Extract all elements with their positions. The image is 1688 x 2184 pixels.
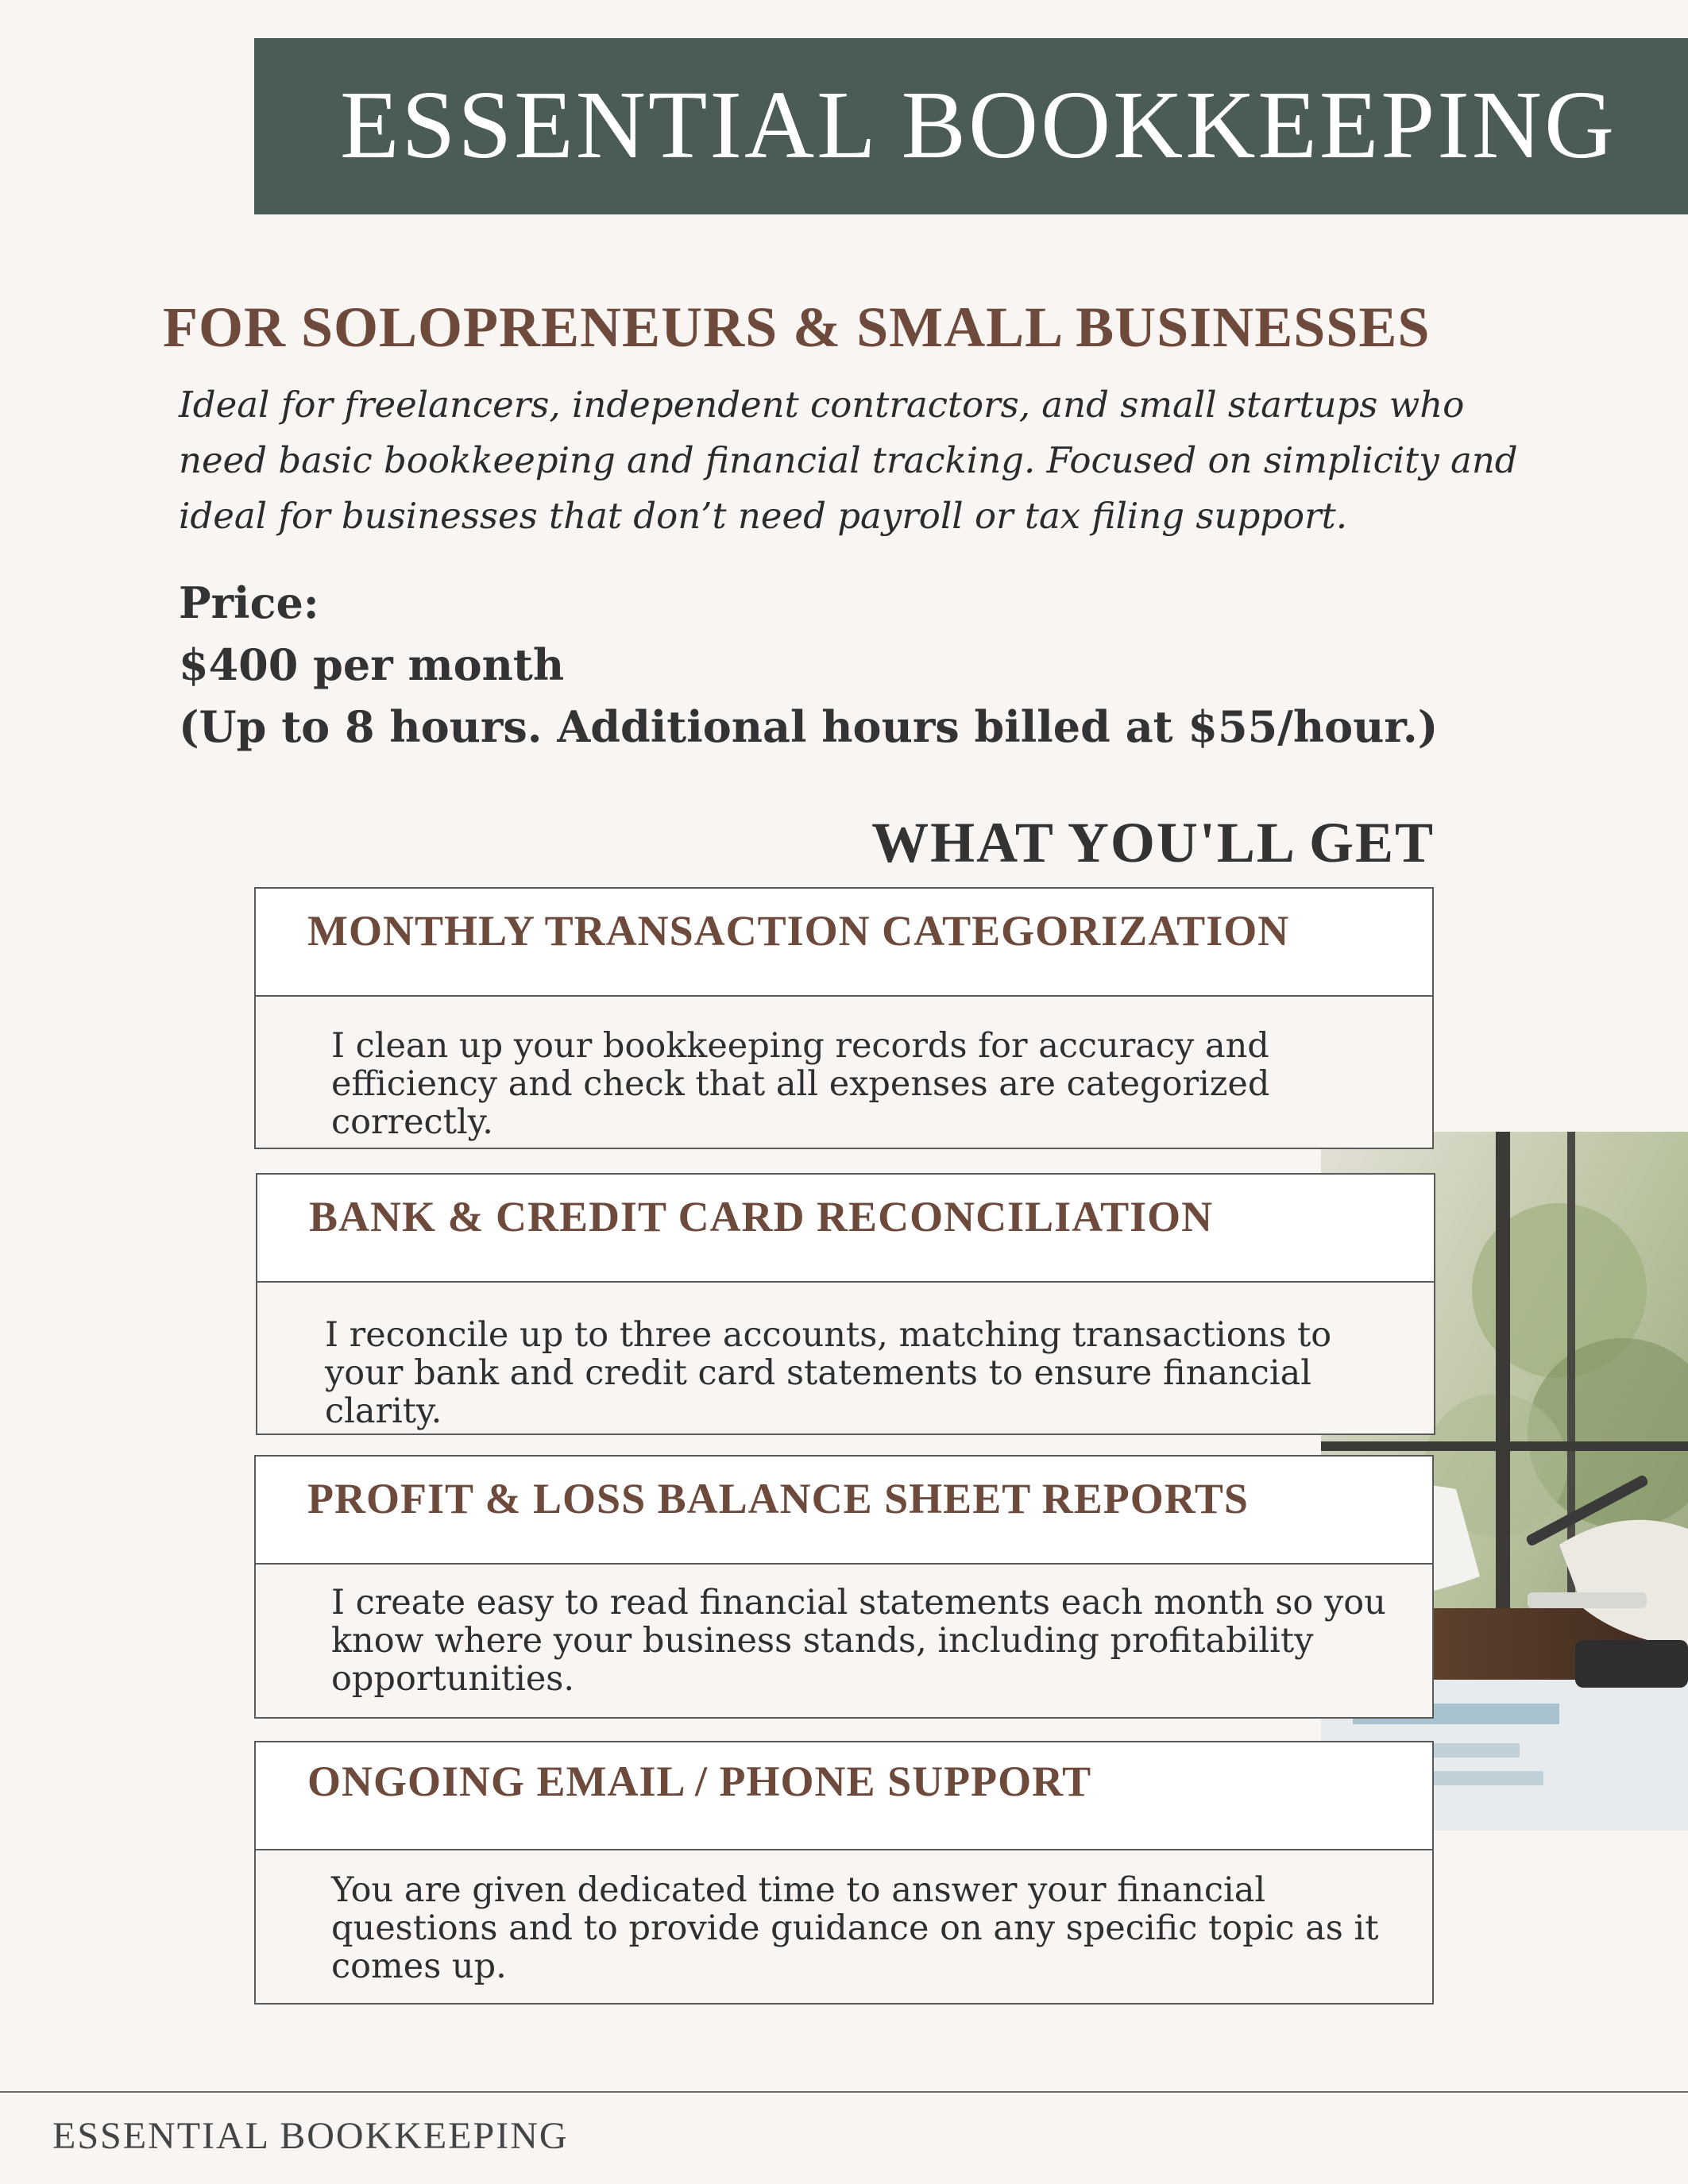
benefit-card-support [254,1741,1434,2005]
benefit-card-header [256,1457,1432,1565]
benefit-title: MONTHLY TRANSACTION CATEGORIZATION [307,907,1290,955]
price-label: Price: [179,577,319,628]
benefit-title: PROFIT & LOSS BALANCE SHEET REPORTS [307,1475,1249,1522]
benefit-card-header [256,1742,1432,1850]
benefit-card-transaction-categorization [254,887,1434,1149]
benefit-title: BANK & CREDIT CARD RECONCILIATION [309,1193,1214,1241]
benefit-card-header [257,1175,1434,1283]
price-note: (Up to 8 hours. Additional hours billed at $55/hour.) [179,701,1439,752]
title-banner [254,38,1688,214]
audience-description: Ideal for freelancers, independent contractors, and small startups who need basic bookkeeping and financial tracking. Focused on simplicity and ideal for businesses that don’t need payroll or tax filing support. [179,384,1518,537]
benefit-description: I create easy to read financial statements each month so you know where your business stands, including profitability opportunities. [331,1583,1386,1699]
benefit-card-body [256,1565,1432,1717]
benefit-card-reconciliation [256,1173,1435,1435]
benefit-card-body [256,1850,1432,2003]
benefit-description: You are given dedicated time to answer your financial questions and to provide guidance on any specific topic as it comes up. [331,1870,1379,1986]
page-title: ESSENTIAL BOOKKEEPING [340,71,1617,179]
benefits-heading: WHAT YOU'LL GET [871,811,1435,874]
price-amount: $400 per month [179,639,565,690]
benefit-description: I clean up your bookkeeping records for accuracy and efficiency and check that all expenses are categorized correctly. [331,1026,1270,1142]
price-block [179,572,1609,758]
benefit-card-reports [254,1455,1434,1719]
benefit-card-body [256,997,1432,1148]
audience-heading: FOR SOLOPRENEURS & SMALL BUSINESSES [163,295,1431,359]
benefit-title: ONGOING EMAIL / PHONE SUPPORT [307,1758,1092,1805]
benefit-card-header [256,889,1432,997]
footer-brand: ESSENTIAL BOOKKEEPING [52,2115,569,2157]
benefit-description: I reconcile up to three accounts, matching transactions to your bank and credit card statements to ensure financial clarity. [325,1315,1332,1431]
benefit-card-body [257,1283,1434,1433]
footer-divider [0,2091,1688,2093]
